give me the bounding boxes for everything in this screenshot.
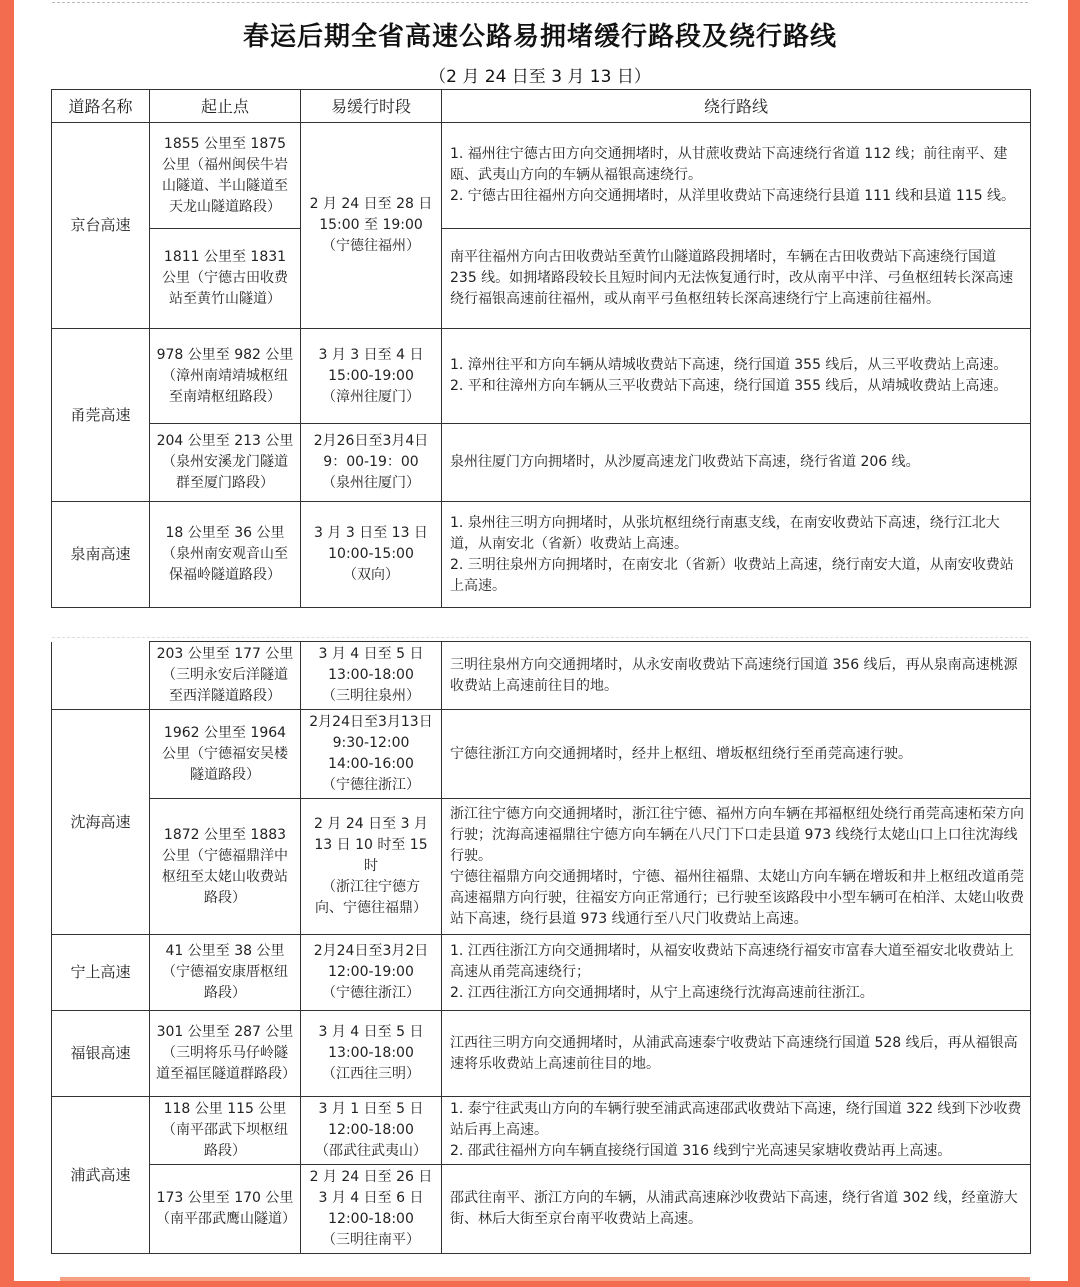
- detour-cell: 1. 泉州往三明方向拥堵时，从张坑枢纽绕行南惠支线，在南安收费站下高速，绕行江北大道，从南安北（省新）收费站上高速。 2. 三明往泉州方向拥堵时，在南安北（省新）收费站上高速，绕行南安大道，从南安收费站上高速。: [442, 502, 1031, 608]
- section-cell: 1855 公里至 1875 公里（福州闽侯牛岩山隧道、半山隧道至天龙山隧道路段）: [150, 123, 301, 229]
- section-cell: 203 公里至 177 公里（三明永安后洋隧道至西洋隧道路段）: [150, 642, 301, 710]
- road-name-continued: [52, 642, 150, 710]
- section-cell: 41 公里至 38 公里（宁德福安康厝枢纽路段）: [150, 935, 301, 1011]
- header-road: 道路名称: [52, 90, 150, 123]
- road-name: 沈海高速: [52, 710, 150, 935]
- detour-cell: 宁德往浙江方向交通拥堵时，经井上枢纽、增坂枢纽绕行至甬莞高速行驶。: [442, 710, 1031, 799]
- detour-cell: 浙江往宁德方向交通拥堵时，浙江往宁德、福州方向车辆在邦福枢纽处绕行甬莞高速柘荣方向行驶；沈海高速福鼎往宁德方向车辆在八尺门下口走县道 973 线绕行太姥山口上口往沈海线行驶。 宁德往福鼎方向交通拥堵时，宁德、福州往福鼎、太姥山方向车辆在增坂和井上枢纽改道甬莞高速福鼎方向行驶，往福安方向正常通行；已行驶至该路段中小型车辆可在柏洋、太姥山收费站下高速，绕行县道 973 线通行至八尺门收费站上高速。: [442, 799, 1031, 935]
- period-cell: 3 月 4 日至 5 日 13:00-18:00 （江西往三明）: [301, 1011, 442, 1097]
- period-cell: 2月26日至3月4日 9：00-19：00 （泉州往厦门）: [301, 424, 442, 502]
- page-title: 春运后期全省高速公路易拥堵缓行路段及绕行路线: [242, 22, 837, 52]
- road-name: 宁上高速: [52, 935, 150, 1011]
- header-detour: 绕行路线: [442, 90, 1031, 123]
- detour-cell: 1. 漳州往平和方向车辆从靖城收费站下高速，绕行国道 355 线后，从三平收费站上高速。 2. 平和往漳州方向车辆从三平收费站下高速，绕行国道 355 线后，从靖城收费站上高速。: [442, 329, 1031, 424]
- table-row: [52, 935, 1031, 1011]
- table-row: [52, 1011, 1031, 1097]
- section-cell: 1962 公里至 1964 公里（宁德福安吴楼隧道路段）: [150, 710, 301, 799]
- period-cell: 2月24日至3月13日 9:30-12:00 14:00-16:00 （宁德往浙江）: [301, 710, 442, 799]
- table-row: [52, 642, 1031, 710]
- period-cell: 3 月 4 日至 5 日 13:00-18:00 （三明往泉州）: [301, 642, 442, 710]
- table-row: [52, 710, 1031, 799]
- road-name: 泉南高速: [52, 502, 150, 608]
- period-cell: 3 月 3 日至 13 日 10:00-15:00 （双向）: [301, 502, 442, 608]
- header-section: 起止点: [150, 90, 301, 123]
- section-cell: 173 公里至 170 公里（南平邵武鹰山隧道）: [150, 1165, 301, 1254]
- section-cell: 301 公里至 287 公里（三明将乐马仔岭隧道至福匡隧道群路段）: [150, 1011, 301, 1097]
- congestion-table-part-2: [51, 641, 1031, 1254]
- table-row: [52, 329, 1031, 424]
- detour-cell: 1. 江西往浙江方向交通拥堵时，从福安收费站下高速绕行福安市富春大道至福安北收费站上高速从甬莞高速绕行； 2. 江西往浙江方向交通拥堵时，从宁上高速绕行沈海高速前往浙江。: [442, 935, 1031, 1011]
- left-border: [0, 0, 14, 1287]
- detour-cell: 三明往泉州方向交通拥堵时，从永安南收费站下高速绕行国道 356 线后，再从泉南高速桃源收费站上高速前往目的地。: [442, 642, 1031, 710]
- road-name: 甬莞高速: [52, 329, 150, 502]
- table-row: [52, 1165, 1031, 1254]
- table-row: [52, 229, 1031, 329]
- period-cell: 2月24日至3月2日 12:00-19:00 （宁德往浙江）: [301, 935, 442, 1011]
- section-cell: 1872 公里至 1883 公里（宁德福鼎洋中枢纽至太姥山收费站路段）: [150, 799, 301, 935]
- road-name: 福银高速: [52, 1011, 150, 1097]
- table-row: [52, 1097, 1031, 1165]
- top-divider: [52, 2, 1028, 3]
- table-row: [52, 799, 1031, 935]
- bottom-border: [0, 1281, 1080, 1287]
- period-cell: 3 月 1 日至 5 日 12:00-18:00 （邵武往武夷山）: [301, 1097, 442, 1165]
- detour-cell: 1. 福州往宁德古田方向交通拥堵时，从甘蔗收费站下高速绕行省道 112 线；前往南平、建瓯、武夷山方向的车辆从福银高速绕行。 2. 宁德古田往福州方向交通拥堵时，从洋里收费站下高速绕行县道 111 线和县道 115 线。: [442, 123, 1031, 229]
- section-cell: 978 公里至 982 公里（漳州南靖靖城枢纽至南靖枢纽路段）: [150, 329, 301, 424]
- right-border: [1068, 0, 1080, 1287]
- section-cell: 1811 公里至 1831 公里（宁德古田收费站至黄竹山隧道）: [150, 229, 301, 329]
- table-row: [52, 123, 1031, 229]
- period-cell: 2 月 24 日至 28 日 15:00 至 19:00 （宁德往福州）: [301, 123, 442, 329]
- bottom-border-accent: [60, 1277, 1030, 1281]
- detour-cell: 江西往三明方向交通拥堵时，从浦武高速泰宁收费站下高速绕行国道 528 线后，再从福银高速将乐收费站上高速前往目的地。: [442, 1011, 1031, 1097]
- section-cell: 118 公里 115 公里（南平邵武下坝枢纽路段）: [150, 1097, 301, 1165]
- road-name: 浦武高速: [52, 1097, 150, 1254]
- page-break-divider: [52, 637, 1028, 638]
- section-cell: 18 公里至 36 公里（泉州南安观音山至保福岭隧道路段）: [150, 502, 301, 608]
- header-period: 易缓行时段: [301, 90, 442, 123]
- period-cell: 2 月 24 日至 26 日 3 月 4 日至 6 日 12:00-18:00 （三明往南平）: [301, 1165, 442, 1254]
- date-range-subtitle: （2 月 24 日至 3 月 13 日）: [429, 67, 651, 87]
- period-cell: 3 月 3 日至 4 日 15:00-19:00 （漳州往厦门）: [301, 329, 442, 424]
- table-header-row: [52, 90, 1031, 123]
- congestion-table-part-1: [51, 89, 1031, 608]
- detour-cell: 泉州往厦门方向拥堵时，从沙厦高速龙门收费站下高速，绕行省道 206 线。: [442, 424, 1031, 502]
- period-cell: 2 月 24 日至 3 月 13 日 10 时至 15 时 （浙江往宁德方 向、宁德往福鼎）: [301, 799, 442, 935]
- detour-cell: 南平往福州方向古田收费站至黄竹山隧道路段拥堵时，车辆在古田收费站下高速绕行国道 235 线。如拥堵路段较长且短时间内无法恢复通行时，改从南平中洋、弓鱼枢纽转长深高速绕行福银高速前往福州，或从南平弓鱼枢纽转长深高速绕行宁上高速前往福州。: [442, 229, 1031, 329]
- section-cell: 204 公里至 213 公里（泉州安溪龙门隧道群至厦门路段）: [150, 424, 301, 502]
- table-row: [52, 502, 1031, 608]
- detour-cell: 1. 泰宁往武夷山方向的车辆行驶至浦武高速邵武收费站下高速，绕行国道 322 线到下沙收费站后再上高速。 2. 邵武往福州方向车辆直接绕行国道 316 线到宁光高速吴家塘收费站再上高速。: [442, 1097, 1031, 1165]
- road-name: 京台高速: [52, 123, 150, 329]
- detour-cell: 邵武往南平、浙江方向的车辆，从浦武高速麻沙收费站下高速，绕行省道 302 线，经童游大街、林后大街至京台南平收费站上高速。: [442, 1165, 1031, 1254]
- table-row: [52, 424, 1031, 502]
